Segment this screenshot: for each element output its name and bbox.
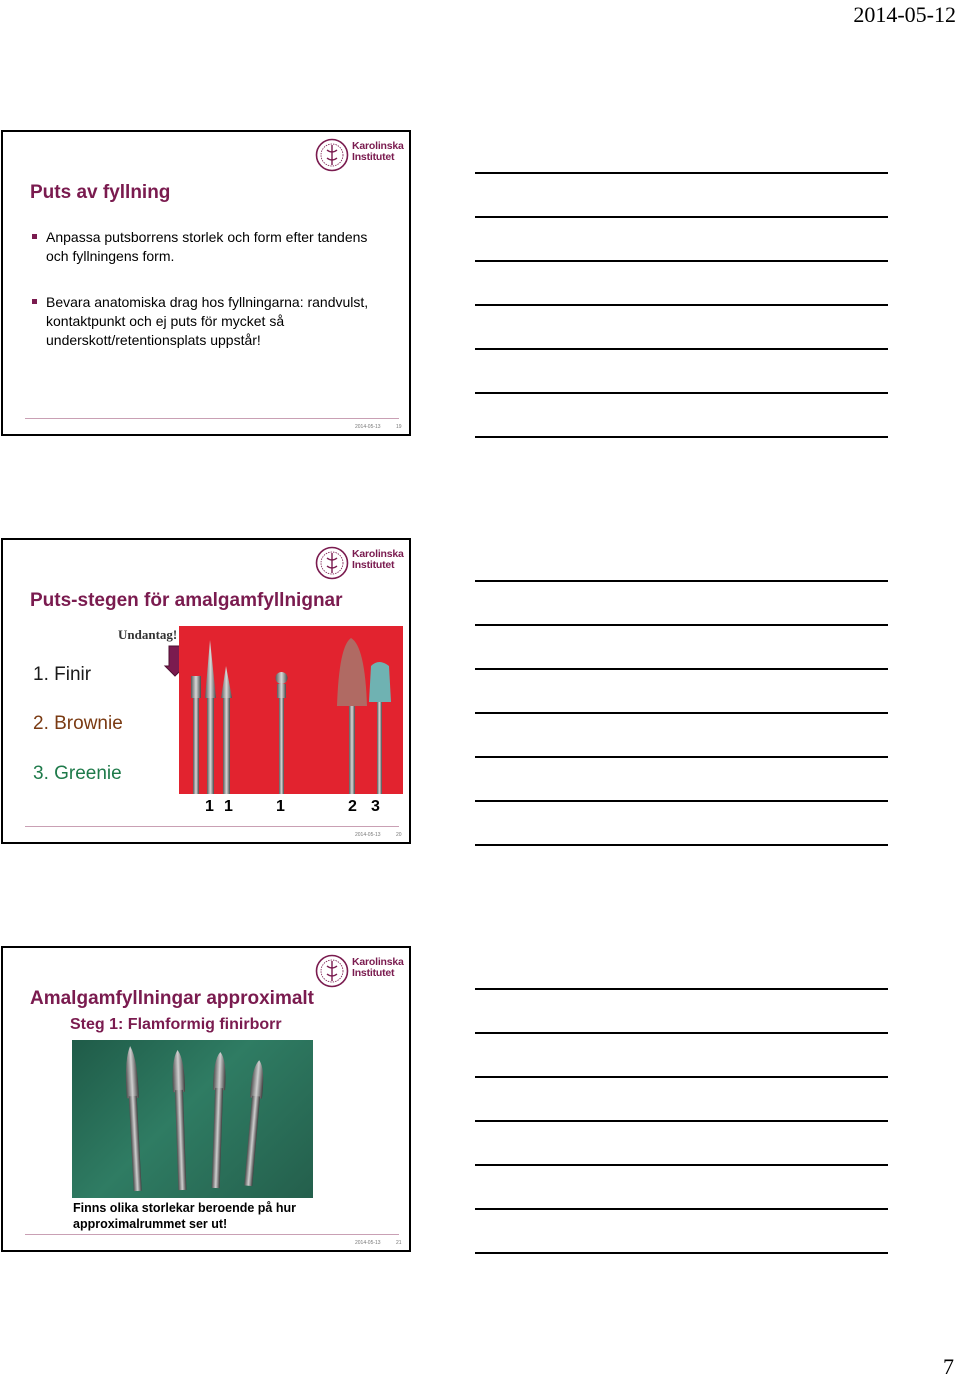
bullet-list bbox=[30, 228, 380, 377]
bullet-item: Bevara anatomiska drag hos fyllningarna: randvulst, kontaktpunkt och ej puts för mycket så underskott/retentionsplats uppstår! bbox=[30, 293, 380, 350]
slide-title: Amalgamfyllningar approximalt bbox=[30, 988, 315, 1009]
footer-date: 2014-05-13 bbox=[355, 424, 381, 430]
logo-line-1: Karolinska bbox=[352, 548, 404, 560]
notes-line bbox=[475, 1164, 888, 1166]
notes-line bbox=[475, 580, 888, 582]
notes-line bbox=[475, 392, 888, 394]
photo-caption bbox=[73, 1200, 296, 1232]
slide-title: Puts av fyllning bbox=[30, 182, 171, 203]
footer-slide-number: 21 bbox=[396, 1240, 402, 1246]
karolinska-seal-icon bbox=[315, 954, 349, 988]
karolinska-logo bbox=[315, 546, 404, 580]
annotation-undantag: Undantag! bbox=[118, 627, 178, 642]
notes-line bbox=[475, 844, 888, 846]
notes-line bbox=[475, 624, 888, 626]
caption-line-2: approximalrummet ser ut! bbox=[73, 1217, 228, 1231]
notes-line bbox=[475, 668, 888, 670]
notes-line bbox=[475, 348, 888, 350]
notes-line bbox=[475, 1076, 888, 1078]
bur-number: 1 bbox=[276, 798, 285, 815]
notes-line bbox=[475, 304, 888, 306]
flame-burs-photo bbox=[72, 1040, 313, 1198]
karolinska-seal-icon bbox=[315, 546, 349, 580]
burs-illustration bbox=[179, 626, 403, 794]
notes-line bbox=[475, 1208, 888, 1210]
bullet-item: Anpassa putsborrens storlek och form efter tandens och fyllningens form. bbox=[30, 228, 380, 266]
footer-divider bbox=[25, 826, 399, 827]
logo-line-2: Institutet bbox=[352, 967, 395, 979]
step-finir: 1. Finir bbox=[33, 664, 92, 685]
notes-line bbox=[475, 216, 888, 218]
bur-number: 1 bbox=[205, 798, 214, 815]
step-greenie: 3. Greenie bbox=[33, 763, 122, 784]
header-date: 2014-05-12 bbox=[853, 2, 956, 27]
slide-title: Puts-stegen för amalgamfyllnignar bbox=[30, 590, 343, 611]
notes-line bbox=[475, 756, 888, 758]
notes-line bbox=[475, 436, 888, 438]
notes-line bbox=[475, 988, 888, 990]
notes-line bbox=[475, 1032, 888, 1034]
bur-number: 3 bbox=[371, 798, 380, 815]
notes-line bbox=[475, 1252, 888, 1254]
slide-1 bbox=[1, 130, 411, 436]
karolinska-seal-icon bbox=[315, 138, 349, 172]
slide-2 bbox=[1, 538, 411, 844]
step-brownie: 2. Brownie bbox=[33, 713, 123, 734]
karolinska-logo bbox=[315, 954, 404, 988]
footer-date: 2014-05-13 bbox=[355, 1240, 381, 1246]
logo-line-2: Institutet bbox=[352, 559, 395, 571]
bur-number: 2 bbox=[348, 798, 357, 815]
slide-3 bbox=[1, 946, 411, 1252]
caption-line-1: Finns olika storlekar beroende på hur bbox=[73, 1201, 296, 1215]
burs-photo bbox=[179, 626, 403, 794]
slide-subtitle: Steg 1: Flamformig finirborr bbox=[70, 1016, 282, 1033]
notes-line bbox=[475, 712, 888, 714]
logo-line-2: Institutet bbox=[352, 151, 395, 163]
footer-divider bbox=[25, 1234, 399, 1235]
bur-number: 1 bbox=[224, 798, 233, 815]
footer-slide-number: 20 bbox=[396, 832, 402, 838]
notes-line bbox=[475, 800, 888, 802]
footer-slide-number: 19 bbox=[396, 424, 402, 430]
logo-line-1: Karolinska bbox=[352, 956, 404, 968]
notes-line bbox=[475, 260, 888, 262]
notes-line bbox=[475, 1120, 888, 1122]
karolinska-logo bbox=[315, 138, 404, 172]
page-number: 7 bbox=[943, 1354, 954, 1379]
logo-line-1: Karolinska bbox=[352, 140, 404, 152]
footer-divider bbox=[25, 418, 399, 419]
footer-date: 2014-05-13 bbox=[355, 832, 381, 838]
notes-line bbox=[475, 172, 888, 174]
flame-burs-illustration bbox=[72, 1040, 313, 1198]
